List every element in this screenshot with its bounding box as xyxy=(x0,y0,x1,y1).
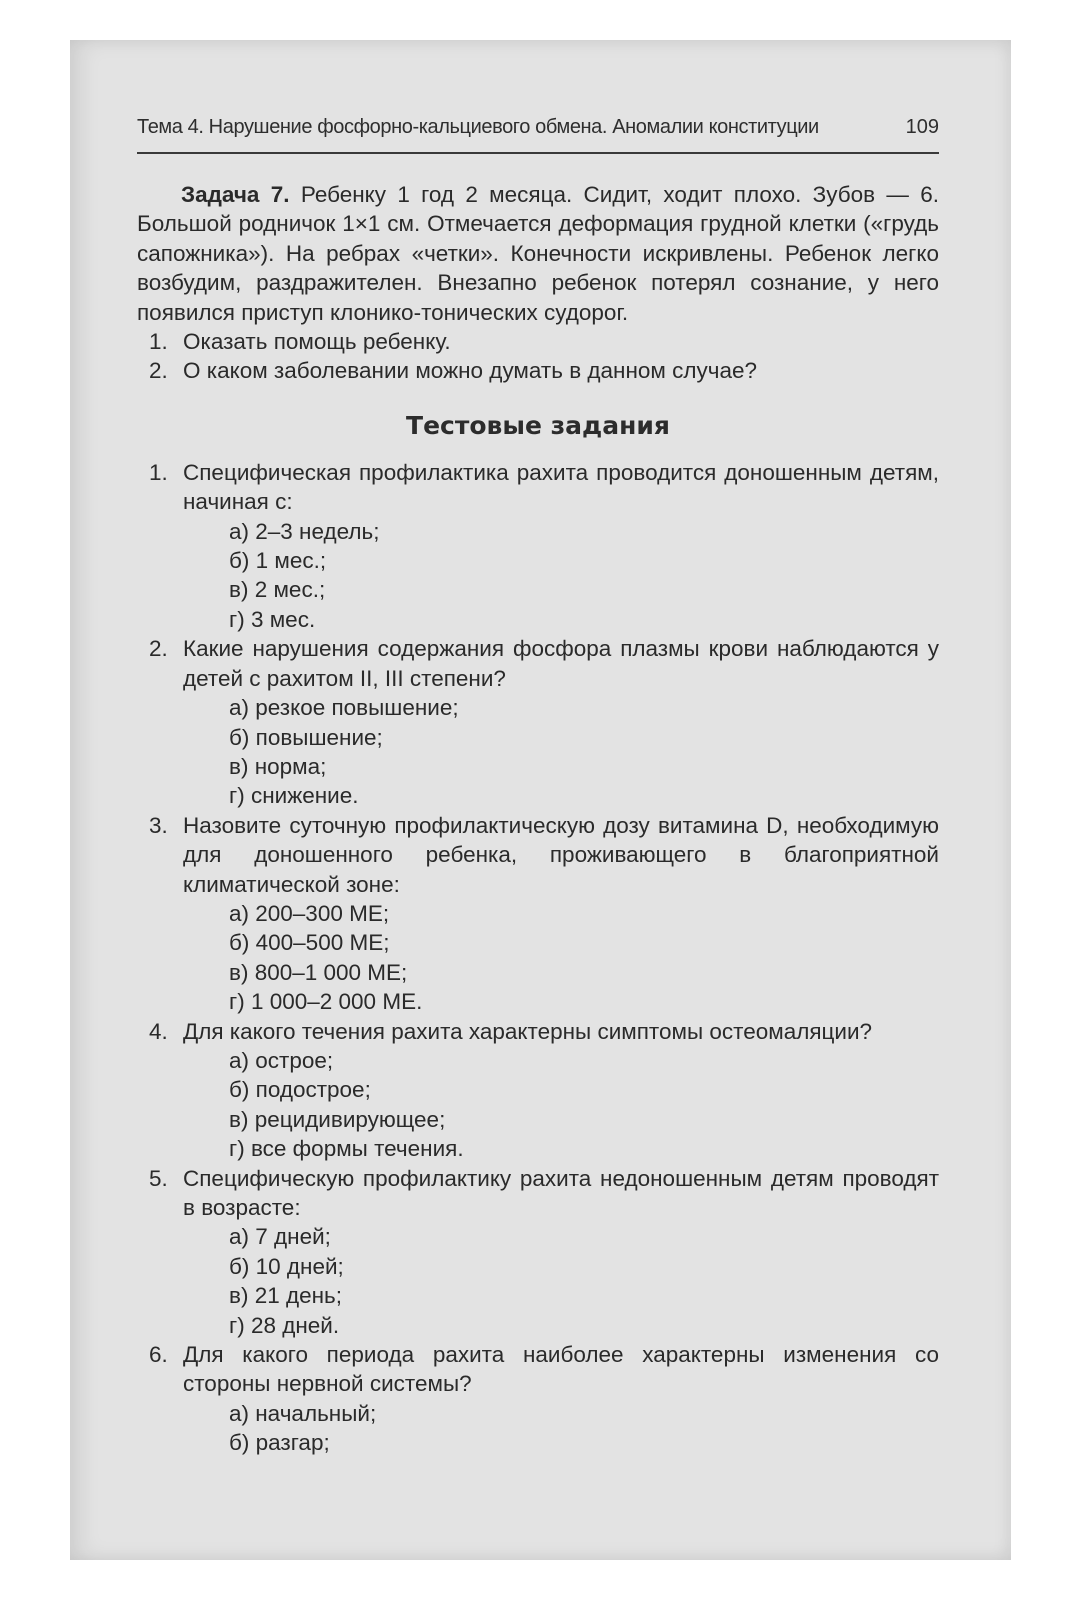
answer-option: б) 1 мес.; xyxy=(229,548,327,574)
task-items xyxy=(137,327,939,386)
question-text: Для какого течения рахита характерны симптомы остеомаляции? xyxy=(183,1018,873,1044)
test-question xyxy=(137,1017,939,1164)
answer-option: а) начальный; xyxy=(229,1400,377,1426)
answer-option: в) 21 день; xyxy=(229,1283,343,1309)
header-title: Тема 4. Нарушение фосфорно-кальциевого обмена. Аномалии конституции xyxy=(137,116,819,138)
page-content xyxy=(137,180,939,1458)
question-text: Специфическая профилактика рахита проводится доношенным детям, начиная с: xyxy=(183,459,939,515)
answer-option: г) 3 мес. xyxy=(229,606,316,632)
question-number: 2. xyxy=(149,636,168,662)
answer-option: а) 2–3 недель; xyxy=(229,518,380,544)
answer-option: г) 1 000–2 000 МЕ. xyxy=(229,989,423,1015)
answer-option: а) острое; xyxy=(229,1047,334,1073)
answer-option: г) снижение. xyxy=(229,783,359,809)
question-text: Для какого периода рахита наиболее характерны изменения со стороны нервной системы? xyxy=(183,1342,939,1397)
task-text: Ребенку 1 год 2 месяца. Сидит, ходит плохо. Зубов — 6. Большой родничок 1×1 см. Отмечается деформация грудной клетки («грудь сапожника»). На ребрах «четки». Конечности искривлены. Ребенок легко возбудим, раздражителен. Внезапно ребенок потерял сознание, у него появился приступ клонико-тонических судорог. xyxy=(137,182,939,325)
answer-option: б) повышение; xyxy=(229,724,383,750)
answer-options xyxy=(183,1046,939,1164)
answer-options xyxy=(183,1222,939,1340)
question-text: Назовите суточную профилактическую дозу витамина D, необходимую для доношенного ребенка, проживающего в благоприятной климатической зоне: xyxy=(183,812,939,897)
question-number: 3. xyxy=(149,812,168,838)
task-item-number: 1. xyxy=(149,329,168,355)
question-number: 1. xyxy=(149,459,168,485)
answer-option: б) разгар; xyxy=(229,1430,330,1456)
answer-option: в) рецидивирующее; xyxy=(229,1106,446,1132)
page-number: 109 xyxy=(905,116,939,138)
answer-option: г) все формы течения. xyxy=(229,1136,464,1162)
task-item-number: 2. xyxy=(149,358,168,384)
running-header xyxy=(137,108,939,154)
task-item-text: О каком заболевании можно думать в данном случае? xyxy=(183,358,758,384)
answer-options xyxy=(183,517,939,635)
answer-options xyxy=(183,693,939,811)
answer-option: в) норма; xyxy=(229,753,327,779)
test-question xyxy=(137,1164,939,1340)
answer-option: а) 7 дней; xyxy=(229,1224,331,1250)
test-question xyxy=(137,811,939,1017)
answer-option: в) 2 мес.; xyxy=(229,577,326,603)
task-item xyxy=(137,327,939,356)
answer-option: а) резкое повышение; xyxy=(229,695,459,721)
task-paragraph xyxy=(137,180,939,327)
section-title: Тестовые задания xyxy=(406,410,670,440)
answer-options xyxy=(183,1399,939,1458)
question-text: Какие нарушения содержания фосфора плазмы крови наблюдаются у детей с рахитом II, III степени? xyxy=(183,636,939,691)
task-label: Задача 7. xyxy=(181,182,290,207)
answer-option: г) 28 дней. xyxy=(229,1312,340,1338)
test-question xyxy=(137,1340,939,1458)
test-question xyxy=(137,634,939,810)
answer-option: б) 10 дней; xyxy=(229,1253,344,1279)
question-number: 6. xyxy=(149,1342,168,1368)
answer-option: б) 400–500 МЕ; xyxy=(229,930,390,956)
task-item-text: Оказать помощь ребенку. xyxy=(183,329,451,355)
question-number: 5. xyxy=(149,1165,168,1191)
answer-option: б) подострое; xyxy=(229,1077,371,1103)
test-question xyxy=(137,458,939,634)
answer-options xyxy=(183,899,939,1017)
task-item xyxy=(137,356,939,385)
answer-option: в) 800–1 000 МЕ; xyxy=(229,959,408,985)
question-number: 4. xyxy=(149,1018,168,1044)
test-questions xyxy=(137,458,939,1458)
question-text: Специфическую профилактику рахита недоношенным детям проводят в возрасте: xyxy=(183,1165,939,1220)
task-7 xyxy=(137,180,939,386)
answer-option: а) 200–300 МЕ; xyxy=(229,900,390,926)
